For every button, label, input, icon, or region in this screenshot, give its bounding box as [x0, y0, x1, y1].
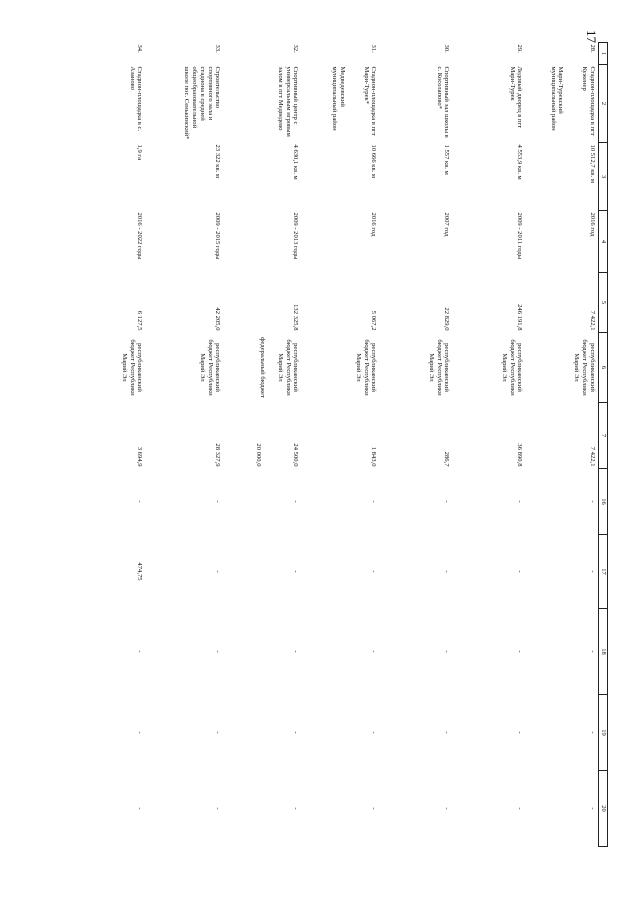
- funding-source-cell: [146, 333, 224, 403]
- col16-cell: -: [370, 500, 378, 503]
- object-name-cell: [453, 65, 526, 143]
- funding-source-federal: федеральный бюджет: [259, 337, 267, 398]
- years-cell: 2009 - 2015 годы: [214, 212, 222, 260]
- col20-cell: -: [589, 807, 596, 810]
- header-cell: 7: [599, 403, 608, 469]
- object-name-cell: [146, 65, 224, 143]
- page-number: 17: [584, 30, 599, 43]
- col18-cell: -: [136, 650, 144, 653]
- funding-amount-federal: 20 000,0: [254, 443, 262, 467]
- amount-cell: [224, 403, 302, 469]
- object-name: Спортивный центр с универсальным игровым залом в пгт Медведево: [276, 66, 300, 137]
- col18-cell: -: [214, 650, 222, 653]
- col20-cell: -: [292, 807, 300, 810]
- col18-cell: -: [292, 650, 300, 653]
- col19-cell: -: [589, 731, 596, 734]
- col17-cell: -: [443, 570, 451, 573]
- document-table-container: [116, 42, 608, 902]
- table-header-row: [599, 43, 608, 847]
- years-cell: 2016 год: [589, 212, 596, 237]
- amount-cell: [453, 403, 526, 469]
- funding-amount: 24 500,0: [292, 443, 300, 467]
- funding-source-cell: [73, 333, 146, 403]
- col16-cell: -: [292, 500, 300, 503]
- object-name-cell: [380, 65, 453, 143]
- header-cell: 1: [599, 43, 608, 65]
- years-cell: 2007 год: [443, 212, 451, 237]
- row-number: 32.: [292, 44, 300, 53]
- funding-source: республиканский бюджет Республики Марий Эл: [120, 339, 144, 396]
- funding-source-cell: [526, 333, 599, 403]
- col18-cell: -: [370, 650, 378, 653]
- object-name: Стадион-площадка в пгт Куженер: [581, 66, 596, 136]
- funding-source: республиканский бюджет Республики Марий Эл: [573, 339, 596, 396]
- funding-source: республиканский бюджет Республики Марий Эл: [500, 339, 524, 396]
- years-cell: 2009 - 2011 годы: [516, 212, 524, 260]
- col18-cell: -: [443, 650, 451, 653]
- total-cost-cell: 7 422,1: [589, 310, 596, 331]
- total-cost-cell: 6 127,5: [136, 310, 144, 331]
- table-row: [302, 43, 380, 847]
- amount-cell: [146, 403, 224, 469]
- table-row: [526, 43, 599, 847]
- amount-cell: [526, 403, 599, 469]
- object-name-cell: [526, 65, 599, 143]
- funding-amount: 3 694,9: [136, 446, 144, 467]
- col20-cell: -: [516, 807, 524, 810]
- col20-cell: -: [370, 807, 378, 810]
- capacity-cell: 10 512,7 кв. м: [589, 144, 596, 184]
- col19-cell: -: [370, 731, 378, 734]
- col17-cell: -: [516, 570, 524, 573]
- header-cell: 20: [599, 771, 608, 847]
- amount-cell: [302, 403, 380, 469]
- object-name: Стадион-площадка в с. Азаново: [128, 66, 144, 132]
- total-cost-cell: 42 205,0: [214, 307, 222, 331]
- capacity-cell: 4 630,1 кв. м: [292, 144, 300, 180]
- funding-source: республиканский бюджет Республики Марий Эл: [276, 339, 300, 396]
- col20-cell: -: [443, 807, 451, 810]
- row-number: 34.: [136, 44, 144, 53]
- total-cost-cell: 132 325,8: [292, 304, 300, 331]
- funding-source: республиканский бюджет Республики Марий Эл: [198, 339, 222, 396]
- object-name: Ледовый дворец в пгт Мари-Турек: [508, 66, 524, 129]
- col19-cell: -: [443, 731, 451, 734]
- header-cell: 4: [599, 211, 608, 273]
- col18-cell: -: [589, 650, 596, 653]
- object-name: Строительство спортивного зала и стадиона в средней общеобразовательной школе пос. Сенькинский*: [183, 66, 222, 140]
- amount-cell: [73, 403, 146, 469]
- total-cost-cell: 22 829,0: [443, 307, 451, 331]
- amount-cell: [380, 403, 453, 469]
- table-row: [146, 43, 224, 847]
- object-name: Спортивный зал школы в с. Косолапово*: [435, 66, 451, 138]
- col17-cell: -: [589, 570, 596, 573]
- table-row: [380, 43, 453, 847]
- row-number: 30.: [443, 44, 451, 53]
- header-cell: 18: [599, 609, 608, 695]
- funding-source-cell: [453, 333, 526, 403]
- header-cell: 17: [599, 535, 608, 609]
- col17-cell: 474,75: [136, 562, 144, 581]
- objects-table: [73, 42, 609, 847]
- funding-amount: 286,7: [443, 451, 451, 467]
- col16-cell: -: [443, 500, 451, 503]
- header-cell: 2: [599, 65, 608, 143]
- col17-cell: -: [370, 570, 378, 573]
- header-cell: 5: [599, 273, 608, 333]
- col16-cell: -: [589, 500, 596, 503]
- col18-cell: -: [516, 650, 524, 653]
- funding-source-cell: [380, 333, 453, 403]
- header-cell: 16: [599, 469, 608, 535]
- col19-cell: -: [136, 731, 144, 734]
- row-number: 28.: [589, 44, 596, 53]
- capacity-cell: 10 666 кв. м: [370, 144, 378, 179]
- col20-cell: -: [136, 807, 144, 810]
- district-heading: Мари-Турекский муниципальный район: [549, 66, 565, 131]
- col20-cell: -: [214, 807, 222, 810]
- table-row: [453, 43, 526, 847]
- total-cost-cell: 246 191,8: [516, 304, 524, 331]
- row-number: 33.: [214, 44, 222, 53]
- capacity-cell: 4 553,9 кв. м: [516, 144, 524, 180]
- table-row: [73, 43, 146, 847]
- col16-cell: -: [214, 500, 222, 503]
- col17-cell: -: [292, 570, 300, 573]
- years-cell: 2016 год: [370, 212, 378, 237]
- object-name-cell: [302, 65, 380, 143]
- total-cost-cell: 5 067,2: [370, 310, 378, 331]
- table-row: [224, 43, 302, 847]
- funding-source: республиканский бюджет Республики Марий Эл: [354, 339, 378, 396]
- col17-cell: -: [214, 570, 222, 573]
- col19-cell: -: [516, 731, 524, 734]
- row-number: 31.: [370, 44, 378, 53]
- header-cell: 3: [599, 143, 608, 211]
- object-name-cell: [73, 65, 146, 143]
- header-cell: 6: [599, 333, 608, 403]
- col16-cell: -: [516, 500, 524, 503]
- funding-amount: 1 843,0: [370, 446, 378, 467]
- col16-cell: -: [136, 500, 144, 503]
- header-cell: 19: [599, 695, 608, 771]
- row-number: 29.: [516, 44, 524, 53]
- capacity-cell: 1,9 га: [136, 144, 144, 161]
- col19-cell: -: [292, 731, 300, 734]
- years-cell: 2016 - 2022 годы: [136, 212, 144, 260]
- object-name: Стадион-площадка в пгт Мари-Турек*: [362, 66, 378, 136]
- funding-source: республиканский бюджет Республики Марий Эл: [427, 339, 451, 396]
- capacity-cell: 23 322 кв. м: [214, 144, 222, 179]
- capacity-cell: 1 557 кв. м: [443, 144, 451, 175]
- object-name-cell: [224, 65, 302, 143]
- col19-cell: -: [214, 731, 222, 734]
- funding-source-cell: [224, 333, 302, 403]
- funding-amount: 28 327,9: [214, 443, 222, 467]
- years-cell: 2009 - 2013 годы: [292, 212, 300, 260]
- funding-amount: 36 890,8: [516, 443, 524, 467]
- funding-amount: 7 422,1: [589, 446, 596, 467]
- funding-source-cell: [302, 333, 380, 403]
- district-heading: Медведевский муниципальный район: [331, 66, 346, 131]
